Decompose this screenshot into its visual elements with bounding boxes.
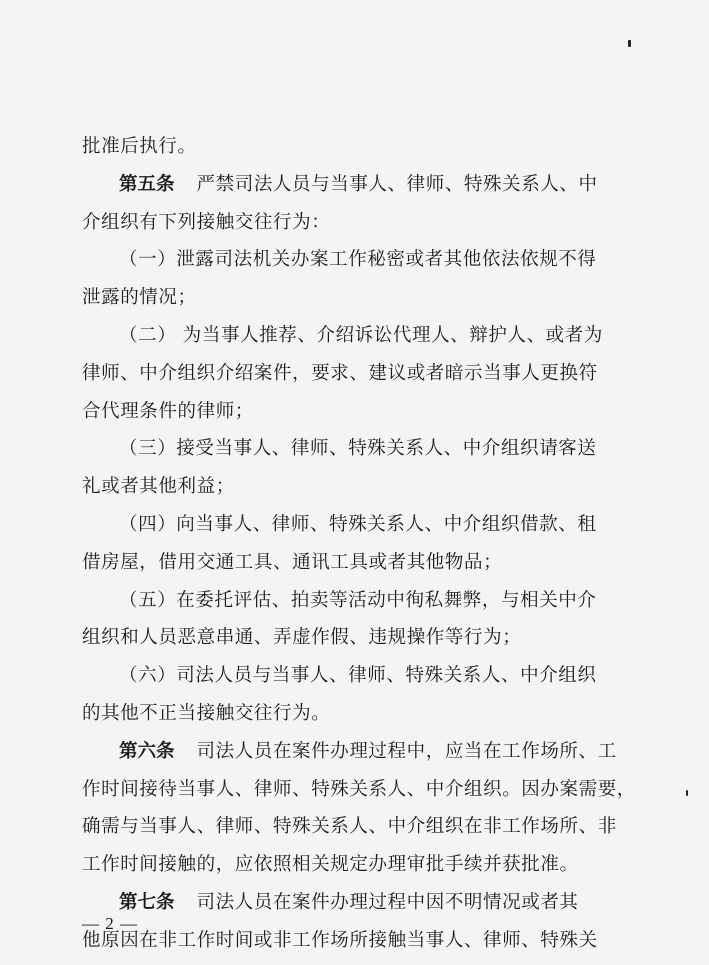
body-line: 工作时间接触的，应依照相关规定办理审批手续并获批准。	[82, 854, 579, 876]
body-line: 他原因在非工作时间或非工作场所接触当事人、律师、特殊关	[82, 929, 598, 951]
clause-3-line: （三）接受当事人、律师、特殊关系人、中介组织请客送	[119, 438, 597, 460]
clause-6-line: （六）司法人员与当事人、律师、特殊关系人、中介组织	[119, 665, 597, 687]
article-label: 第七条	[119, 891, 175, 913]
article-label: 第五条	[119, 173, 175, 195]
clause-1-line: （一）泄露司法机关办案工作秘密或者其他依法依规不得	[119, 249, 597, 271]
document-body	[82, 128, 642, 960]
body-line: 批准后执行。	[82, 136, 197, 157]
clause-2-line: （二） 为当事人推荐、介绍诉讼代理人、辩护人、或者为	[119, 324, 603, 346]
body-line: 合代理条件的律师；	[82, 400, 254, 422]
clause-4-line: （四）向当事人、律师、特殊关系人、中介组织借款、租	[119, 513, 597, 535]
article-5-line: 第五条 严禁司法人员与当事人、律师、特殊关系人、中	[119, 173, 598, 195]
body-line: 礼或者其他利益；	[82, 476, 235, 498]
body-line: 律师、中介组织介绍案件，要求、建议或者暗示当事人更换符	[82, 362, 598, 384]
body-line: 的其他不正当接触交往行为。	[82, 702, 331, 724]
body-line: 泄露的情况；	[82, 287, 197, 309]
article-6-line: 第六条 司法人员在案件办理过程中，应当在工作场所、工	[119, 740, 617, 762]
body-line: 组织和人员恶意串通、弄虚作假、违规操作等行为；	[82, 627, 522, 649]
body-line: 作时间接待当事人、律师、特殊关系人、中介组织。因办案需要，	[82, 778, 636, 800]
article-7-line: 第七条 司法人员在案件办理过程中因不明情况或者其	[119, 891, 579, 913]
page-number: — 2 —	[82, 914, 138, 933]
scan-speck	[628, 40, 631, 47]
article-label: 第六条	[119, 740, 175, 762]
clause-5-line: （五）在委托评估、拍卖等活动中徇私舞弊，与相关中介	[119, 589, 597, 611]
body-line: 确需与当事人、律师、特殊关系人、中介组织在非工作场所、非	[82, 816, 617, 838]
scan-speck	[686, 790, 688, 796]
body-line: 介组织有下列接触交往行为：	[82, 211, 331, 233]
body-line: 借房屋，借用交通工具、通讯工具或者其他物品；	[82, 551, 503, 573]
